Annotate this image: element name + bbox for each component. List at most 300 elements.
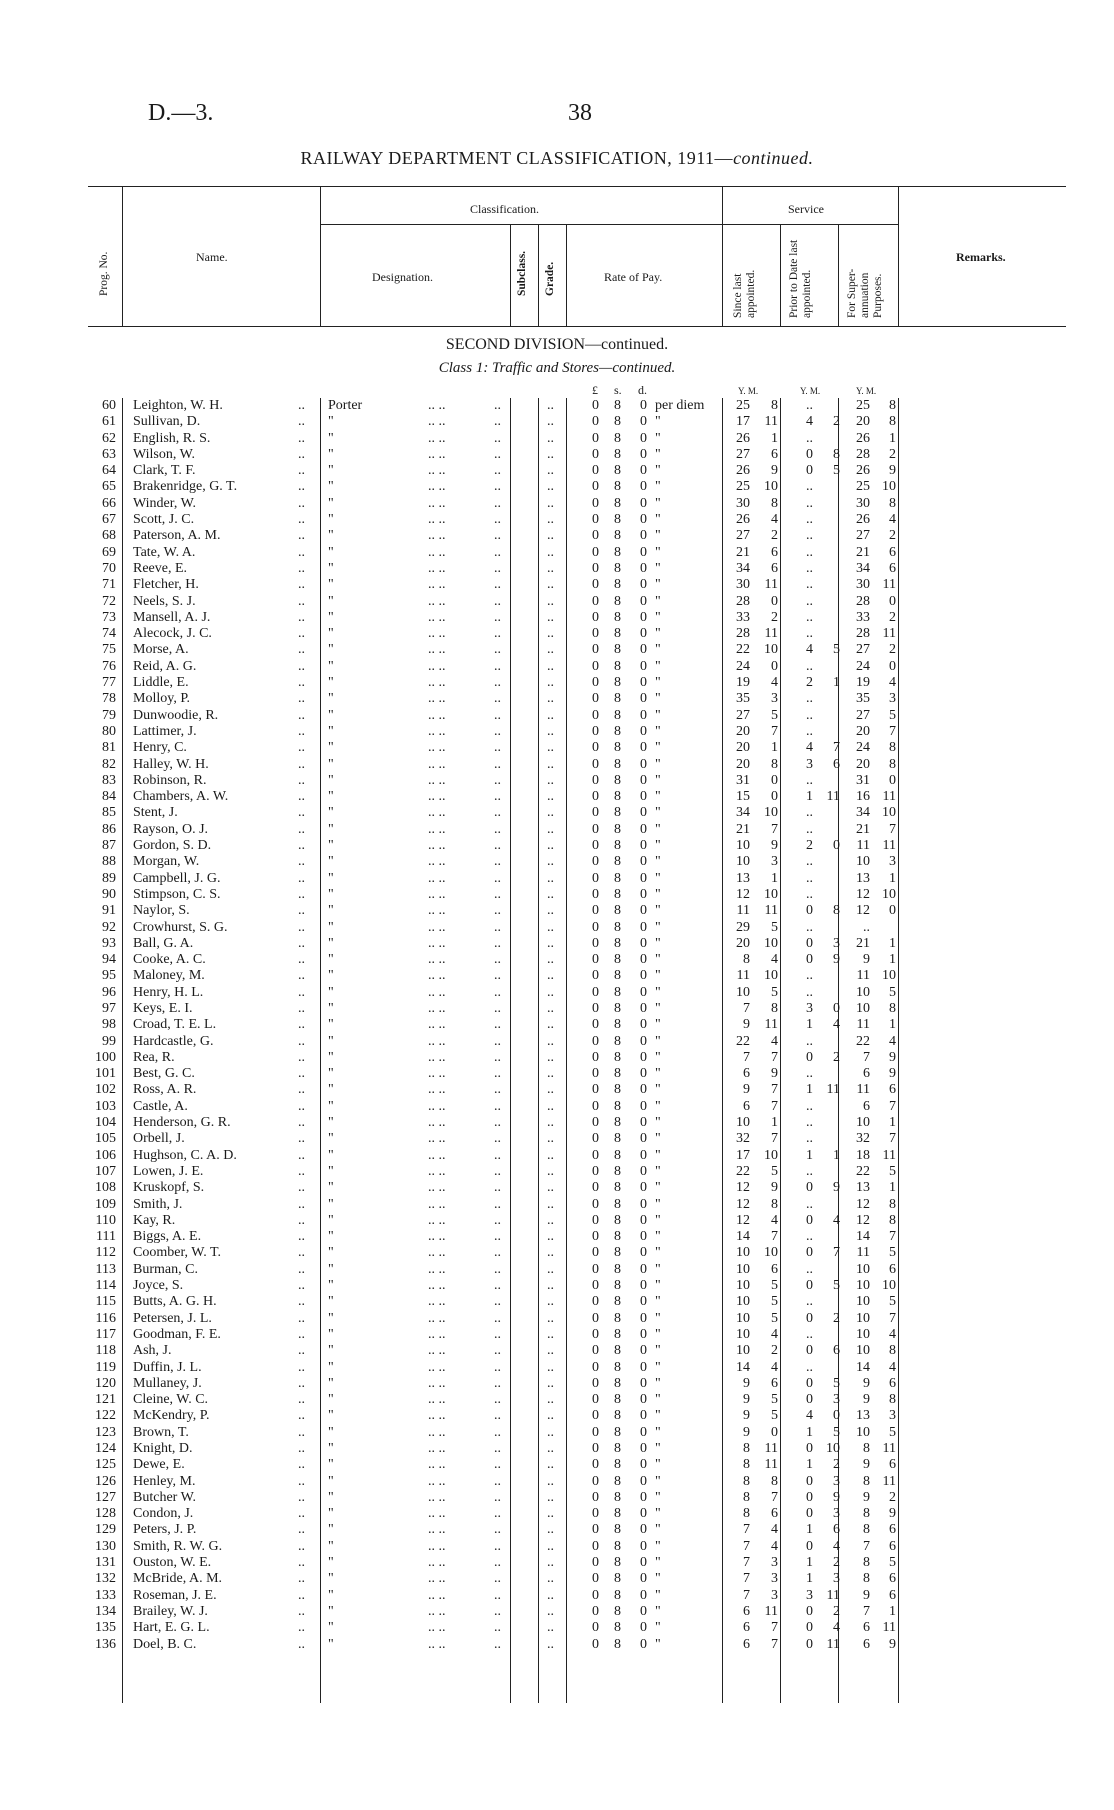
- super-months-cell: 5: [889, 1424, 896, 1440]
- designation-cell: ": [328, 1294, 334, 1310]
- rate-period-cell: ": [655, 838, 661, 854]
- since-years-cell: 14: [736, 1359, 750, 1375]
- designation-cell: Porter: [328, 398, 363, 413]
- header-prior-to-date: Prior to Date last appointed.: [788, 239, 813, 318]
- prog-no-cell: 94: [102, 952, 116, 968]
- rate-period-cell: per diem: [655, 398, 705, 413]
- designation-cell: ": [328, 430, 334, 446]
- designation-cell: ": [328, 1636, 334, 1652]
- prog-no-cell: 82: [102, 756, 116, 772]
- dot-leader: .. ..: [428, 740, 446, 756]
- rate-shillings-cell: 8: [614, 1131, 621, 1147]
- super-months-cell: 9: [889, 463, 896, 479]
- since-years-cell: 9: [743, 1375, 750, 1391]
- super-years-cell: 21: [856, 935, 870, 951]
- table-row: [0, 920, 1114, 936]
- table-row: [0, 903, 1114, 919]
- dot-leader: ..: [547, 805, 554, 821]
- designation-cell: ": [328, 414, 334, 430]
- dot-leader: ..: [494, 838, 501, 854]
- super-months-cell: 0: [889, 593, 896, 609]
- super-years-cell: 9: [863, 1489, 870, 1505]
- rate-shillings-cell: 8: [614, 919, 621, 935]
- dot-leader: ..: [298, 398, 305, 413]
- super-months-cell: 5: [889, 707, 896, 723]
- designation-cell: ": [328, 1408, 334, 1424]
- rate-pence-cell: 0: [640, 512, 647, 528]
- prior-months-cell: 9: [833, 1180, 840, 1196]
- dot-leader: .. ..: [428, 1375, 446, 1391]
- dot-leader: ..: [547, 430, 554, 446]
- super-years-cell: 8: [863, 1473, 870, 1489]
- rate-pounds-cell: 0: [592, 870, 599, 886]
- rate-period-cell: ": [655, 642, 661, 658]
- super-years-cell: 27: [856, 642, 870, 658]
- since-years-cell: 7: [743, 1522, 750, 1538]
- dot-leader: .. ..: [428, 609, 446, 625]
- designation-cell: ": [328, 544, 334, 560]
- dot-leader: .. ..: [428, 1506, 446, 1522]
- table-row: [0, 1457, 1114, 1473]
- rate-pounds-cell: 0: [592, 1245, 599, 1261]
- dot-leader: ..: [547, 935, 554, 951]
- prog-no-cell: 124: [95, 1441, 116, 1456]
- super-months-cell: 2: [889, 1489, 896, 1505]
- dot-leader: ..: [547, 1326, 554, 1342]
- rate-shillings-cell: 8: [614, 1522, 621, 1538]
- table-row: [0, 1506, 1114, 1522]
- rate-pence-cell: 0: [640, 446, 647, 462]
- prior-years-cell: 0: [806, 1620, 813, 1636]
- dot-leader: ..: [298, 1066, 305, 1082]
- prog-no-cell: 88: [102, 854, 116, 870]
- dot-leader: ..: [494, 1212, 501, 1228]
- prog-no-cell: 129: [95, 1522, 116, 1538]
- dot-leader: ..: [547, 479, 554, 495]
- dot-leader: .. ..: [428, 1359, 446, 1375]
- rate-pounds-cell: 0: [592, 609, 599, 625]
- dot-leader: .. ..: [428, 1049, 446, 1065]
- super-months-cell: 0: [889, 658, 896, 674]
- name-cell: Knight, D.: [133, 1441, 193, 1456]
- name-cell: Tate, W. A.: [133, 544, 196, 560]
- prior-years-cell: ..: [806, 984, 813, 1000]
- prior-months-cell: 4: [833, 1538, 840, 1554]
- prior-years-cell: ..: [806, 1131, 813, 1147]
- prior-years-cell: ..: [806, 968, 813, 984]
- dot-leader: ..: [298, 1620, 305, 1636]
- super-years-cell: 13: [856, 1180, 870, 1196]
- rate-shillings-cell: 8: [614, 952, 621, 968]
- super-months-cell: 5: [889, 984, 896, 1000]
- prior-years-cell: 0: [806, 935, 813, 951]
- rate-pence-cell: 0: [640, 577, 647, 593]
- prog-no-cell: 107: [95, 1163, 116, 1179]
- since-years-cell: 34: [736, 805, 750, 821]
- dot-leader: .. ..: [428, 1212, 446, 1228]
- rate-shillings-cell: 8: [614, 838, 621, 854]
- dot-leader: ..: [547, 593, 554, 609]
- dot-leader: ..: [547, 870, 554, 886]
- rate-period-cell: ": [655, 1375, 661, 1391]
- rate-pence-cell: 0: [640, 1261, 647, 1277]
- designation-cell: ": [328, 1538, 334, 1554]
- rate-pounds-cell: 0: [592, 1326, 599, 1342]
- prior-years-cell: 0: [806, 1375, 813, 1391]
- rate-pence-cell: 0: [640, 1457, 647, 1473]
- dot-leader: ..: [298, 544, 305, 560]
- super-years-cell: 21: [856, 544, 870, 560]
- super-years-cell: 34: [856, 805, 870, 821]
- rate-pounds-cell: 0: [592, 1033, 599, 1049]
- rate-shillings-cell: 8: [614, 1017, 621, 1033]
- super-years-cell: 18: [856, 1147, 870, 1163]
- dot-leader: .. ..: [428, 1196, 446, 1212]
- prior-years-cell: 0: [806, 463, 813, 479]
- rate-period-cell: ": [655, 1147, 661, 1163]
- rate-pence-cell: 0: [640, 1049, 647, 1065]
- table-row: [0, 1588, 1114, 1604]
- prior-years-cell: ..: [806, 609, 813, 625]
- rate-pounds-cell: 0: [592, 1555, 599, 1571]
- dot-leader: ..: [547, 756, 554, 772]
- super-years-cell: 10: [856, 1261, 870, 1277]
- since-months-cell: 8: [771, 756, 778, 772]
- since-months-cell: 11: [764, 577, 778, 593]
- super-months-cell: 9: [889, 1066, 896, 1082]
- since-months-cell: 5: [771, 1408, 778, 1424]
- name-cell: Stimpson, C. S.: [133, 886, 221, 902]
- since-months-cell: 1: [771, 740, 778, 756]
- service-rule: [722, 224, 898, 225]
- rate-pence-cell: 0: [640, 1489, 647, 1505]
- name-cell: Halley, W. H.: [133, 756, 209, 772]
- since-years-cell: 35: [736, 691, 750, 707]
- rate-pounds-cell: 0: [592, 1473, 599, 1489]
- dot-leader: ..: [547, 1359, 554, 1375]
- dot-leader: ..: [494, 642, 501, 658]
- super-months-cell: 3: [889, 1408, 896, 1424]
- dot-leader: ..: [547, 446, 554, 462]
- since-months-cell: 11: [764, 1457, 778, 1473]
- table-row: [0, 789, 1114, 805]
- name-cell: Roseman, J. E.: [133, 1587, 217, 1603]
- prior-years-cell: 0: [806, 1392, 813, 1408]
- rate-shillings-cell: 8: [614, 1555, 621, 1571]
- dot-leader: ..: [494, 1000, 501, 1016]
- header-grade: Grade.: [544, 261, 556, 296]
- header-rate-of-pay: Rate of Pay.: [604, 270, 663, 284]
- rate-period-cell: ": [655, 1441, 661, 1456]
- prog-no-cell: 72: [102, 593, 116, 609]
- rate-pence-cell: 0: [640, 789, 647, 805]
- rate-shillings-cell: 8: [614, 1408, 621, 1424]
- since-years-cell: 9: [743, 1392, 750, 1408]
- designation-cell: ": [328, 1555, 334, 1571]
- prior-months-cell: 5: [833, 642, 840, 658]
- super-years-cell: 12: [856, 903, 870, 919]
- rate-pence-cell: 0: [640, 691, 647, 707]
- prior-years-cell: 0: [806, 1049, 813, 1065]
- prior-months-cell: 6: [833, 1343, 840, 1359]
- rate-period-cell: ": [655, 968, 661, 984]
- prog-no-cell: 126: [95, 1473, 116, 1489]
- super-months-cell: 5: [889, 1163, 896, 1179]
- super-years-cell: 12: [856, 886, 870, 902]
- name-cell: Campbell, J. G.: [133, 870, 221, 886]
- prog-no-cell: 134: [95, 1603, 116, 1619]
- prior-months-cell: 2: [833, 1049, 840, 1065]
- rate-period-cell: ": [655, 854, 661, 870]
- dot-leader: ..: [547, 1082, 554, 1098]
- dot-leader: ..: [298, 821, 305, 837]
- prog-no-cell: 67: [102, 512, 116, 528]
- rate-period-cell: ": [655, 886, 661, 902]
- super-months-cell: 10: [882, 1278, 896, 1294]
- dot-leader: ..: [298, 691, 305, 707]
- name-cell: Mansell, A. J.: [133, 609, 211, 625]
- rate-pence-cell: 0: [640, 1212, 647, 1228]
- super-months-cell: 10: [882, 968, 896, 984]
- super-months-cell: 9: [889, 1636, 896, 1652]
- rate-period-cell: ": [655, 1278, 661, 1294]
- name-cell: Dunwoodie, R.: [133, 707, 219, 723]
- rate-pounds-cell: 0: [592, 1049, 599, 1065]
- table-row: [0, 1245, 1114, 1261]
- rate-shillings-cell: 8: [614, 1229, 621, 1245]
- dot-leader: .. ..: [428, 1033, 446, 1049]
- prog-no-cell: 98: [102, 1017, 116, 1033]
- prog-no-cell: 65: [102, 479, 116, 495]
- rate-pence-cell: 0: [640, 642, 647, 658]
- rate-pence-cell: 0: [640, 1082, 647, 1098]
- rate-pence-cell: 0: [640, 1538, 647, 1554]
- dot-leader: ..: [547, 1620, 554, 1636]
- rate-shillings-cell: 8: [614, 1098, 621, 1114]
- since-years-cell: 9: [743, 1424, 750, 1440]
- prior-months-cell: 2: [833, 1457, 840, 1473]
- name-cell: Kruskopf, S.: [133, 1180, 205, 1196]
- super-months-cell: 7: [889, 1229, 896, 1245]
- rate-period-cell: ": [655, 1457, 661, 1473]
- since-years-cell: 6: [743, 1098, 750, 1114]
- rate-pounds-cell: 0: [592, 577, 599, 593]
- super-months-cell: 8: [889, 495, 896, 511]
- dot-leader: ..: [547, 1538, 554, 1554]
- dot-leader: .. ..: [428, 479, 446, 495]
- designation-cell: ": [328, 1343, 334, 1359]
- since-months-cell: 11: [764, 903, 778, 919]
- rate-period-cell: ": [655, 479, 661, 495]
- prog-no-cell: 71: [102, 577, 116, 593]
- prior-years-cell: 0: [806, 1278, 813, 1294]
- dot-leader: .. ..: [428, 952, 446, 968]
- rate-shillings-cell: 8: [614, 544, 621, 560]
- rate-period-cell: ": [655, 1163, 661, 1179]
- dot-leader: .. ..: [428, 1457, 446, 1473]
- since-years-cell: 20: [736, 723, 750, 739]
- dot-leader: ..: [298, 903, 305, 919]
- designation-cell: ": [328, 528, 334, 544]
- col-divider: [722, 186, 723, 326]
- dot-leader: ..: [494, 952, 501, 968]
- dot-leader: .. ..: [428, 430, 446, 446]
- dot-leader: ..: [547, 495, 554, 511]
- prog-no-cell: 125: [95, 1457, 116, 1473]
- since-years-cell: 10: [736, 1343, 750, 1359]
- dot-leader: .. ..: [428, 1424, 446, 1440]
- table-row: [0, 1474, 1114, 1490]
- dot-leader: ..: [547, 854, 554, 870]
- since-months-cell: 11: [764, 626, 778, 642]
- table-row: [0, 1311, 1114, 1327]
- super-months-cell: 11: [882, 1473, 896, 1489]
- rate-pence-cell: 0: [640, 1000, 647, 1016]
- designation-cell: ": [328, 1473, 334, 1489]
- dot-leader: ..: [298, 675, 305, 691]
- super-months-cell: 11: [882, 1620, 896, 1636]
- rate-pounds-cell: 0: [592, 1392, 599, 1408]
- dot-leader: .. ..: [428, 1163, 446, 1179]
- table-row: [0, 1213, 1114, 1229]
- rate-pence-cell: 0: [640, 1441, 647, 1456]
- super-months-cell: 7: [889, 1310, 896, 1326]
- prior-years-cell: 0: [806, 1310, 813, 1326]
- designation-cell: ": [328, 935, 334, 951]
- rate-period-cell: ": [655, 577, 661, 593]
- dot-leader: ..: [494, 707, 501, 723]
- rate-period-cell: ": [655, 1017, 661, 1033]
- dot-leader: ..: [298, 479, 305, 495]
- prog-no-cell: 99: [102, 1033, 116, 1049]
- prior-months-cell: 6: [833, 1522, 840, 1538]
- table-row: [0, 952, 1114, 968]
- rate-pence-cell: 0: [640, 1066, 647, 1082]
- name-cell: Cooke, A. C.: [133, 952, 206, 968]
- dot-leader: ..: [547, 1603, 554, 1619]
- page-number: 38: [568, 100, 592, 126]
- dot-leader: ..: [494, 1261, 501, 1277]
- table-row: [0, 854, 1114, 870]
- prog-no-cell: 135: [95, 1620, 116, 1636]
- since-years-cell: 29: [736, 919, 750, 935]
- rate-pounds-cell: 0: [592, 1636, 599, 1652]
- designation-cell: ": [328, 1587, 334, 1603]
- dot-leader: ..: [298, 968, 305, 984]
- prior-months-cell: 7: [833, 740, 840, 756]
- super-months-cell: 9: [889, 1049, 896, 1065]
- rate-period-cell: ": [655, 1310, 661, 1326]
- rate-pounds-cell: 0: [592, 1359, 599, 1375]
- dot-leader: ..: [298, 886, 305, 902]
- super-years-cell: 10: [856, 984, 870, 1000]
- dot-leader: .. ..: [428, 854, 446, 870]
- dot-leader: ..: [494, 1033, 501, 1049]
- dot-leader: .. ..: [428, 577, 446, 593]
- prog-no-cell: 75: [102, 642, 116, 658]
- designation-cell: ": [328, 1392, 334, 1408]
- rate-pounds-cell: 0: [592, 805, 599, 821]
- prog-no-cell: 106: [95, 1147, 116, 1163]
- rate-pence-cell: 0: [640, 707, 647, 723]
- rate-period-cell: ": [655, 1506, 661, 1522]
- prior-months-cell: 11: [826, 1587, 840, 1603]
- name-cell: Butts, A. G. H.: [133, 1294, 217, 1310]
- dot-leader: ..: [547, 952, 554, 968]
- designation-cell: ": [328, 642, 334, 658]
- designation-cell: ": [328, 707, 334, 723]
- name-cell: Alecock, J. C.: [133, 626, 212, 642]
- rate-pence-cell: 0: [640, 593, 647, 609]
- prior-years-cell: 4: [806, 1408, 813, 1424]
- rate-shillings-cell: 8: [614, 1473, 621, 1489]
- dot-leader: ..: [547, 512, 554, 528]
- rate-period-cell: ": [655, 1424, 661, 1440]
- since-years-cell: 32: [736, 1131, 750, 1147]
- since-years-cell: 13: [736, 870, 750, 886]
- prior-years-cell: ..: [806, 1098, 813, 1114]
- since-years-cell: 20: [736, 740, 750, 756]
- rate-pounds-cell: 0: [592, 479, 599, 495]
- dot-leader: ..: [494, 495, 501, 511]
- dot-leader: ..: [494, 1066, 501, 1082]
- super-years-cell: 25: [856, 479, 870, 495]
- prior-years-cell: ..: [806, 495, 813, 511]
- rate-shillings-cell: 8: [614, 398, 621, 413]
- name-cell: Paterson, A. M.: [133, 528, 221, 544]
- name-cell: Ash, J.: [133, 1343, 172, 1359]
- dot-leader: ..: [547, 1636, 554, 1652]
- dot-leader: ..: [298, 560, 305, 576]
- name-cell: Maloney, M.: [133, 968, 205, 984]
- since-years-cell: 27: [736, 446, 750, 462]
- prior-years-cell: ..: [806, 398, 813, 413]
- dot-leader: ..: [298, 1294, 305, 1310]
- name-cell: Wilson, W.: [133, 446, 196, 462]
- dot-leader: ..: [494, 1310, 501, 1326]
- dot-leader: .. ..: [428, 1555, 446, 1571]
- designation-cell: ": [328, 903, 334, 919]
- prior-years-cell: ..: [806, 560, 813, 576]
- rate-shillings-cell: 8: [614, 1587, 621, 1603]
- page-title: [0, 148, 1114, 169]
- rate-shillings-cell: 8: [614, 658, 621, 674]
- prior-years-cell: 0: [806, 1489, 813, 1505]
- prior-years-cell: 2: [806, 675, 813, 691]
- name-cell: Butcher W.: [133, 1489, 196, 1505]
- prog-no-cell: 108: [95, 1180, 116, 1196]
- since-months-cell: 11: [764, 1441, 778, 1456]
- rate-period-cell: ": [655, 1489, 661, 1505]
- dot-leader: .. ..: [428, 1538, 446, 1554]
- rate-pence-cell: 0: [640, 414, 647, 430]
- dot-leader: ..: [298, 1310, 305, 1326]
- since-months-cell: 4: [771, 1538, 778, 1554]
- unit-years-months: Y. M.: [738, 386, 759, 396]
- dot-leader: ..: [547, 821, 554, 837]
- dot-leader: ..: [494, 1082, 501, 1098]
- name-cell: Kay, R.: [133, 1212, 176, 1228]
- rate-pounds-cell: 0: [592, 1408, 599, 1424]
- prog-no-cell: 97: [102, 1000, 116, 1016]
- rate-period-cell: ": [655, 935, 661, 951]
- prog-no-cell: 68: [102, 528, 116, 544]
- super-months-cell: 6: [889, 1538, 896, 1554]
- rate-shillings-cell: 8: [614, 1261, 621, 1277]
- super-years-cell: 10: [856, 1343, 870, 1359]
- since-years-cell: 7: [743, 1049, 750, 1065]
- col-divider: [566, 224, 567, 326]
